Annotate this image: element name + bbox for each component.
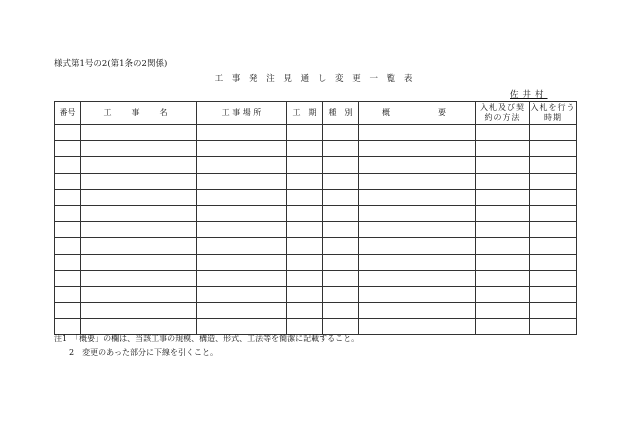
table-row (55, 286, 577, 302)
table-cell (359, 319, 476, 335)
table-cell (530, 238, 577, 254)
table-cell (476, 286, 530, 302)
table-cell (359, 125, 476, 141)
table-cell (323, 303, 359, 319)
table-cell (359, 303, 476, 319)
table-cell (323, 141, 359, 157)
table-cell (323, 222, 359, 238)
table-cell (476, 303, 530, 319)
table-cell (530, 125, 577, 141)
table-cell (476, 222, 530, 238)
table-cell (197, 189, 287, 205)
table-cell (476, 270, 530, 286)
table-row (55, 189, 577, 205)
table-row (55, 222, 577, 238)
table-cell (530, 189, 577, 205)
table-row (55, 303, 577, 319)
table-cell (287, 125, 323, 141)
table-cell (81, 125, 197, 141)
table-row (55, 125, 577, 141)
table-cell (287, 303, 323, 319)
table-cell (287, 286, 323, 302)
table-row (55, 157, 577, 173)
table-cell (55, 173, 81, 189)
table-cell (359, 205, 476, 221)
table-cell (81, 141, 197, 157)
table-row (55, 173, 577, 189)
table-cell (287, 270, 323, 286)
table-cell (197, 303, 287, 319)
header-bid-timing: 入札を行う時期 (530, 102, 577, 125)
table-row (55, 238, 577, 254)
table-cell (81, 270, 197, 286)
table-cell (287, 254, 323, 270)
header-overview: 概 要 (359, 102, 476, 125)
header-number: 番号 (55, 102, 81, 125)
table-cell (530, 173, 577, 189)
table-cell (287, 173, 323, 189)
table-cell (197, 141, 287, 157)
note-2: 2 変更のあった部分に下線を引くこと。 (69, 348, 219, 357)
change-list-table (54, 101, 577, 335)
table-cell (55, 238, 81, 254)
table-cell (323, 173, 359, 189)
table-cell (197, 286, 287, 302)
table-cell (476, 173, 530, 189)
header-period: 工 期 (287, 102, 323, 125)
table-cell (81, 303, 197, 319)
table-cell (476, 205, 530, 221)
table-cell (55, 189, 81, 205)
table-cell (55, 141, 81, 157)
table-body (55, 125, 577, 335)
table-cell (359, 189, 476, 205)
table-cell (530, 222, 577, 238)
table-cell (81, 254, 197, 270)
table-cell (476, 141, 530, 157)
table-row (55, 141, 577, 157)
table-cell (476, 319, 530, 335)
notes (54, 332, 359, 360)
table-cell (476, 254, 530, 270)
table-cell (197, 238, 287, 254)
table-cell (55, 254, 81, 270)
table-cell (81, 173, 197, 189)
table-cell (81, 189, 197, 205)
table-cell (81, 157, 197, 173)
village-name: 佐井村 (510, 90, 548, 100)
table-cell (323, 189, 359, 205)
table-cell (476, 189, 530, 205)
table-cell (476, 157, 530, 173)
table-cell (197, 222, 287, 238)
table-cell (359, 238, 476, 254)
table-cell (323, 270, 359, 286)
table-cell (55, 157, 81, 173)
table-cell (530, 205, 577, 221)
table-cell (81, 238, 197, 254)
table-cell (323, 125, 359, 141)
table-cell (287, 205, 323, 221)
form-reference: 様式第1号の2(第1条の2関係) (54, 59, 168, 69)
table-cell (55, 125, 81, 141)
table-cell (530, 254, 577, 270)
note-1: 注1 「概要」の欄は、当該工事の規模、構造、形式、工法等を簡潔に記載すること。 (54, 334, 360, 343)
table-cell (530, 157, 577, 173)
table-cell (359, 254, 476, 270)
table-row (55, 254, 577, 270)
table-cell (530, 303, 577, 319)
table-cell (55, 286, 81, 302)
table-cell (197, 157, 287, 173)
header-work-name: 工 事 名 (81, 102, 197, 125)
table-cell (359, 222, 476, 238)
table-cell (81, 205, 197, 221)
table-cell (530, 286, 577, 302)
header-type: 種 別 (323, 102, 359, 125)
table-cell (530, 270, 577, 286)
table-cell (323, 205, 359, 221)
table-cell (359, 270, 476, 286)
table-cell (197, 125, 287, 141)
table-cell (287, 238, 323, 254)
header-work-location: 工 事 場 所 (197, 102, 287, 125)
table-cell (55, 205, 81, 221)
table-cell (359, 173, 476, 189)
table-cell (359, 141, 476, 157)
table-cell (323, 254, 359, 270)
table-row (55, 270, 577, 286)
table-cell (55, 270, 81, 286)
document-title: 工 事 発 注 見 通 し 変 更 一 覧 表 (214, 74, 416, 84)
header-bid-method: 入札及び契約の方法 (476, 102, 530, 125)
table-cell (323, 286, 359, 302)
table-cell (55, 303, 81, 319)
table-row (55, 205, 577, 221)
table-cell (323, 157, 359, 173)
table-cell (197, 270, 287, 286)
table-cell (287, 141, 323, 157)
table-cell (530, 319, 577, 335)
table-cell (81, 286, 197, 302)
table-cell (287, 189, 323, 205)
table-cell (287, 157, 323, 173)
table-cell (197, 254, 287, 270)
table-cell (55, 222, 81, 238)
table-cell (197, 173, 287, 189)
table-cell (476, 125, 530, 141)
table-cell (359, 286, 476, 302)
table-cell (287, 222, 323, 238)
table-cell (530, 141, 577, 157)
table-cell (476, 238, 530, 254)
table-cell (323, 238, 359, 254)
table-header-row (55, 102, 577, 125)
table-cell (81, 222, 197, 238)
table-cell (359, 157, 476, 173)
table-cell (197, 205, 287, 221)
